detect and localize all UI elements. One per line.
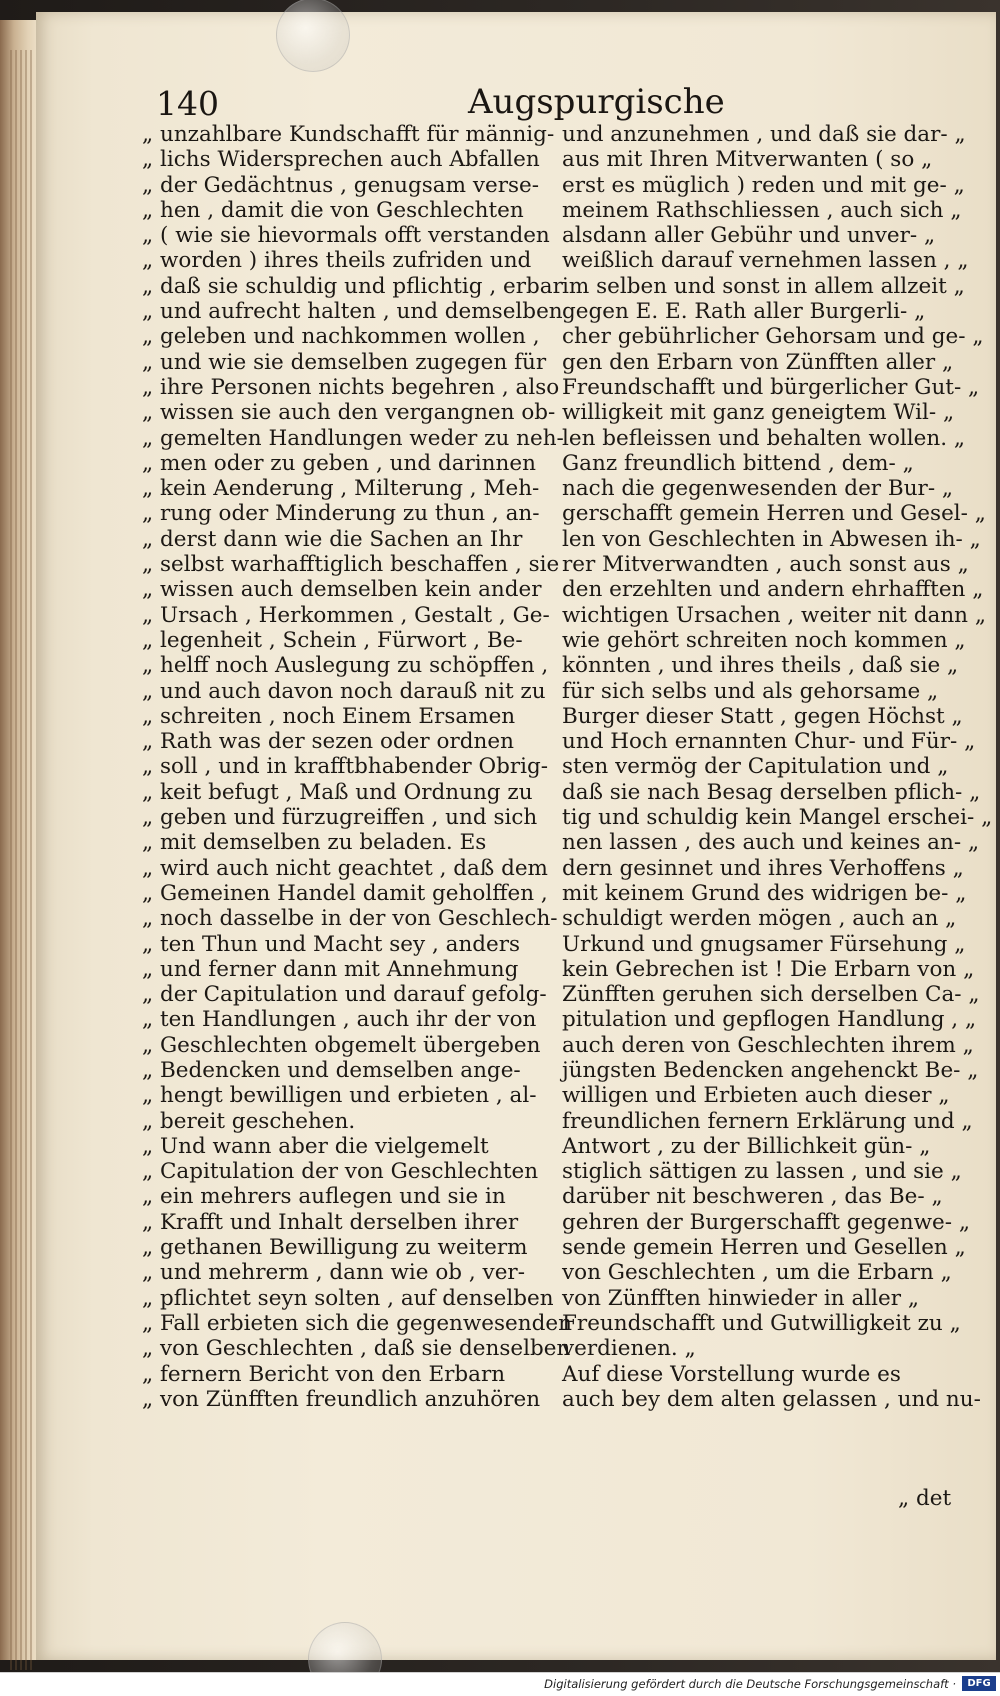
text-line: könnten , und ihres theils , daß sie „ [562,653,959,679]
text-line: „ lichs Widersprechen auch Abfallen [142,147,540,173]
text-line: tig und schuldig kein Mangel erschei- „ [562,805,993,831]
text-line: pitulation und gepflogen Handlung , „ [562,1007,977,1033]
digitization-footer [0,1672,1000,1696]
text-line: Auf diese Vorstellung wurde es [562,1361,901,1387]
text-line: wie gehört schreiten noch kommen „ [562,627,966,653]
text-line: „ hengt bewilligen und erbieten , al- [142,1083,537,1109]
text-line: „ der Capitulation und darauf gefolg- [142,982,547,1008]
text-line: „ ten Handlungen , auch ihr der von [142,1007,537,1033]
text-line: „ kein Aenderung , Milterung , Meh- [142,476,540,502]
text-line: sende gemein Herren und Gesellen „ [562,1235,966,1261]
text-line: meinem Rathschliessen , auch sich „ [562,197,962,223]
text-line: und Hoch ernannten Chur- und Für- „ [562,729,976,755]
text-line: „ gemelten Handlungen weder zu neh- [142,425,564,451]
text-line: „ worden ) ihres theils zufriden und [142,248,532,274]
text-line: im selben und sonst in allem allzeit „ [562,273,965,299]
page-number: 140 [156,84,219,123]
text-line: aus mit Ihren Mitverwanten ( so „ [562,147,933,173]
text-line: „ Bedencken und demselben ange- [142,1057,521,1083]
running-title: Augspurgische [468,82,725,122]
text-line: cher gebührlicher Gehorsam und ge- „ [562,324,984,350]
text-line: „ selbst warhafftiglich beschaffen , sie [142,552,560,578]
text-line: „ ihre Personen nichts begehren , also [142,374,560,400]
text-line: „ men oder zu geben , und darinnen [142,450,536,476]
text-line: „ bereit geschehen. [142,1108,356,1134]
text-line: „ noch dasselbe in der von Geschlech- [142,906,558,932]
right-text-column [562,122,993,1412]
text-line: „ und mehrerm , dann wie ob , ver- [142,1260,525,1286]
text-line: gen den Erbarn von Zünfften aller „ [562,349,954,375]
text-line: erst es müglich ) reden und mit ge- „ [562,172,965,198]
text-line: „ wird auch nicht geachtet , daß dem [142,855,548,881]
text-line: willigen und Erbieten auch dieser „ [562,1083,950,1109]
text-line: „ ein mehrers auflegen und sie in [142,1184,506,1210]
text-line: schuldigt werden mögen , auch an „ [562,906,957,932]
text-line: stiglich sättigen zu lassen , und sie „ [562,1159,962,1185]
text-line: „ soll , und in krafftbhabender Obrig- [142,754,549,780]
text-line: „ ( wie sie hievormals offt verstanden [142,223,550,249]
text-line: daß sie nach Besag derselben pflich- „ [562,779,981,805]
text-line: Ganz freundlich bittend , dem- „ [562,450,914,476]
text-line: „ der Gedächtnus , genugsam verse- [142,172,539,198]
text-line: den erzehlten und andern ehrhafften „ [562,577,984,603]
text-line: freundlichen fernern Erklärung und „ [562,1108,973,1134]
text-line: „ wissen auch demselben kein ander [142,577,542,603]
text-line: len von Geschlechten in Abwesen ih- „ [562,526,981,552]
text-line: Freundschafft und bürgerlicher Gut- „ [562,374,980,400]
text-line: Burger dieser Statt , gegen Höchst „ [562,703,963,729]
text-line: „ pflichtet seyn solten , auf denselben [142,1285,554,1311]
text-line: „ hen , damit die von Geschlechten [142,197,524,223]
text-line: „ rung oder Minderung zu thun , an- [142,501,540,527]
text-line: „ Krafft und Inhalt derselben ihrer [142,1209,519,1235]
text-line: „ und auch davon noch darauß nit zu [142,678,546,704]
dfg-logo-icon: DFG [962,1676,996,1691]
text-line: „ daß sie schuldig und pflichtig , erbar [142,273,563,299]
text-line: für sich selbs und als gehorsame „ [562,678,939,704]
text-line: kein Gebrechen ist ! Die Erbarn von „ [562,956,975,982]
text-line: „ Gemeinen Handel damit geholffen , [142,880,548,906]
text-line: „ fernern Bericht von den Erbarn [142,1361,506,1387]
text-line: „ Ursach , Herkommen , Gestalt , Ge- [142,602,550,628]
text-line: „ mit demselben zu beladen. Es [142,830,487,856]
text-line: Zünfften geruhen sich derselben Ca- „ [562,982,980,1008]
page-edge-stripes [10,50,32,1670]
text-line: dern gesinnet und ihres Verhoffens „ [562,855,964,881]
text-line: gehren der Burgerschafft gegenwe- „ [562,1209,970,1235]
glass-clip-top [276,0,350,72]
text-line: „ geben und fürzugreiffen , und sich [142,805,538,831]
text-line: Urkund und gnugsamer Fürsehung „ [562,931,966,957]
text-line: len befleissen und behalten wollen. „ [562,425,966,451]
text-line: nen lassen , des auch und keines an- „ [562,830,980,856]
text-line: und anzunehmen , und daß sie dar- „ [562,122,966,147]
text-line: „ Und wann aber die vielgemelt [142,1133,489,1159]
text-line: rer Mitverwandten , auch sonst aus „ [562,552,969,578]
text-line: Freundschafft und Gutwilligkeit zu „ [562,1310,961,1336]
text-line: „ Fall erbieten sich die gegenwesenden [142,1310,572,1336]
text-line: „ schreiten , noch Einem Ersamen [142,703,516,729]
text-line: mit keinem Grund des widrigen be- „ [562,880,967,906]
catchword: „ det [898,1486,952,1511]
book-page-edges [0,20,40,1660]
text-line: gegen E. E. Rath aller Burgerli- „ [562,299,926,325]
text-line: verdienen. „ [562,1336,696,1362]
text-line: sten vermög der Capitulation und „ [562,754,949,780]
footer-credit: Digitalisierung gefördert durch die Deutsche Forschungsgemeinschaft · [544,1677,956,1691]
left-text-column [142,122,572,1412]
text-line: „ geleben und nachkommen wollen , [142,324,540,350]
text-line: „ Capitulation der von Geschlechten [142,1159,539,1185]
text-line: „ unzahlbare Kundschafft für männig- [142,122,555,147]
text-line: nach die gegenwesenden der Bur- „ [562,476,954,502]
text-line: von Zünfften hinwieder in aller „ [562,1285,919,1311]
text-line: darüber nit beschweren , das Be- „ [562,1184,943,1210]
text-line: „ ten Thun und Macht sey , anders [142,931,521,957]
text-line: „ helff noch Auslegung zu schöpffen , [142,653,549,679]
text-line: „ von Geschlechten , daß sie denselben [142,1336,571,1362]
text-line: auch deren von Geschlechten ihrem „ [562,1032,974,1058]
text-line: willigkeit mit ganz geneigtem Wil- „ [562,400,955,426]
text-line: „ und aufrecht halten , und demselben [142,299,563,325]
text-line: „ gethanen Bewilligung zu weiterm [142,1235,528,1261]
text-line: alsdann aller Gebühr und unver- „ [562,223,936,249]
text-line: „ und wie sie demselben zugegen für [142,349,547,375]
text-line: „ legenheit , Schein , Fürwort , Be- [142,627,523,653]
text-line: „ von Zünfften freundlich anzuhören [142,1386,541,1412]
text-line: von Geschlechten , um die Erbarn „ [562,1260,952,1286]
text-line: „ Geschlechten obgemelt übergeben [142,1032,541,1058]
text-line: auch bey dem alten gelassen , und nu- [562,1386,981,1412]
text-line: „ derst dann wie die Sachen an Ihr [142,526,523,552]
text-line: „ und ferner dann mit Annehmung [142,956,519,982]
text-line: gerschafft gemein Herren und Gesel- „ [562,501,986,527]
text-line: wichtigen Ursachen , weiter nit dann „ [562,602,986,628]
text-line: weißlich darauf vernehmen lassen , „ [562,248,969,274]
text-line: „ keit befugt , Maß und Ordnung zu [142,779,533,805]
text-line: Antwort , zu der Billichkeit gün- „ [562,1133,931,1159]
text-line: „ wissen sie auch den vergangnen ob- [142,400,556,426]
text-line: jüngsten Bedencken angehenckt Be- „ [562,1057,979,1083]
text-line: „ Rath was der sezen oder ordnen [142,729,514,755]
